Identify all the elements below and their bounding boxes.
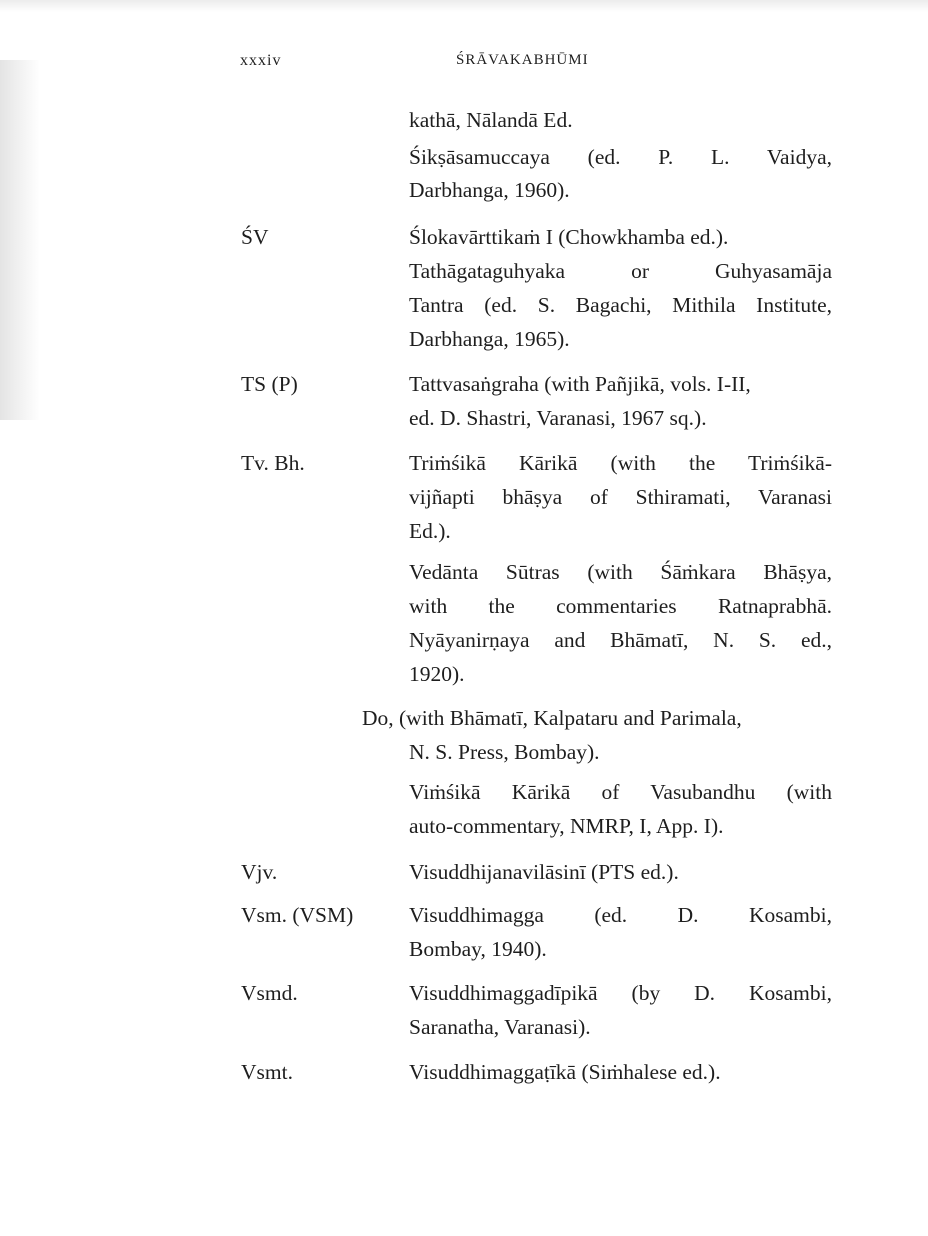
entry-abbreviation: Tv. Bh.	[241, 451, 305, 475]
running-title: ŚRĀVAKABHŪMI	[456, 52, 589, 68]
entry-abbreviation: TS (P)	[241, 372, 298, 396]
entry-abbreviation: ŚV	[241, 225, 269, 249]
entry-text-line: kathā, Nālandā Ed.	[409, 108, 573, 132]
entry-text-line: Ed.).	[409, 519, 451, 543]
entry-abbreviation: Vsmt.	[241, 1060, 293, 1084]
entry-abbreviation: Vsm. (VSM)	[241, 903, 354, 927]
page-header	[240, 52, 840, 76]
entry-text-line: Nyāyanirṇaya and Bhāmatī, N. S. ed.,	[409, 628, 832, 652]
entry-text-line: Viṁśikā Kārikā of Vasubandhu (with	[409, 780, 832, 804]
entry-text-line: Darbhanga, 1965).	[409, 327, 570, 351]
entry-text-line: Śikṣāsamuccaya (ed. P. L. Vaidya,	[409, 145, 832, 169]
entry-text-line: Tantra (ed. S. Bagachi, Mithila Institute,	[409, 293, 832, 317]
entry-text-line: ed. D. Shastri, Varanasi, 1967 sq.).	[409, 406, 707, 430]
entry-text-line: Triṁśikā Kārikā (with the Triṁśikā-	[409, 451, 832, 475]
scan-top-edge	[0, 0, 928, 12]
entry-text-line: Saranatha, Varanasi).	[409, 1015, 591, 1039]
entry-text-line: Visuddhimagga (ed. D. Kosambi,	[409, 903, 832, 927]
entry-text-line: auto-commentary, NMRP, I, App. I).	[409, 814, 724, 838]
entry-text-line: Visuddhimaggadīpikā (by D. Kosambi,	[409, 981, 832, 1005]
page-number: xxxiv	[240, 52, 282, 69]
entry-text-line: Do, (with Bhāmatī, Kalpataru and Parimala,	[362, 706, 742, 730]
entry-abbreviation: Vjv.	[241, 860, 278, 884]
entry-text-line: Bombay, 1940).	[409, 937, 547, 961]
entry-abbreviation: Vsmd.	[241, 981, 298, 1005]
entry-text-line: Vedānta Sūtras (with Śāṁkara Bhāṣya,	[409, 560, 832, 584]
scan-shadow	[0, 60, 40, 420]
entry-text-line: with the commentaries Ratnaprabhā.	[409, 594, 832, 618]
entry-text-line: N. S. Press, Bombay).	[409, 740, 600, 764]
entry-text-line: Tathāgataguhyaka or Guhyasamāja	[409, 259, 832, 283]
entry-text-line: Visuddhimaggaṭīkā (Siṁhalese ed.).	[409, 1060, 721, 1084]
entry-text-line: Ślokavārttikaṁ I (Chowkhamba ed.).	[409, 225, 729, 249]
entry-text-line: Tattvasaṅgraha (with Pañjikā, vols. I-II,	[409, 372, 751, 396]
entry-text-line: vijñapti bhāṣya of Sthiramati, Varanasi	[409, 485, 832, 509]
entry-text-line: 1920).	[409, 662, 465, 686]
entry-text-line: Visuddhijanavilāsinī (PTS ed.).	[409, 860, 679, 884]
entry-text-line: Darbhanga, 1960).	[409, 178, 570, 202]
